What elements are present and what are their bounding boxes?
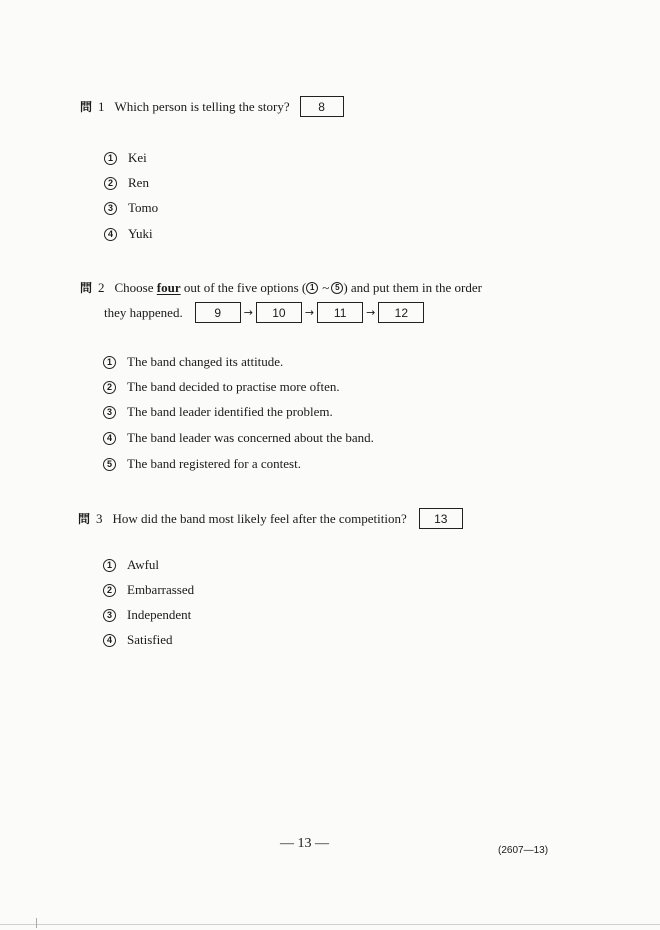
answer-sequence xyxy=(195,302,425,323)
answer-box-10[interactable]: 10 xyxy=(256,302,302,323)
range-start-circle: 1 xyxy=(306,282,318,294)
option-text: The band leader identified the problem. xyxy=(127,404,333,419)
option-number-circle: 1 xyxy=(103,356,116,369)
question-text-b: out of the five options ( xyxy=(183,279,307,295)
option-number-circle: 1 xyxy=(104,152,117,165)
option-text: Tomo xyxy=(128,200,159,215)
range-tilde: ~ xyxy=(322,279,330,295)
option-text: Yuki xyxy=(128,226,153,241)
arrow-icon: → xyxy=(304,306,315,319)
answer-box-12[interactable]: 12 xyxy=(378,302,424,323)
option-number-circle: 4 xyxy=(103,634,116,647)
question-mark: 問 xyxy=(80,281,93,295)
option-text: The band registered for a contest. xyxy=(127,456,301,471)
q2-option-5[interactable] xyxy=(103,456,301,472)
answer-box-8[interactable]: 8 xyxy=(300,96,344,117)
q2-option-2[interactable] xyxy=(103,379,340,395)
option-text: Satisfied xyxy=(127,632,173,647)
option-text: Ren xyxy=(128,175,149,190)
emphasis-four: four xyxy=(156,279,181,295)
option-text: Kei xyxy=(128,150,147,165)
exam-code: (2607—13) xyxy=(498,845,549,856)
arrow-icon: → xyxy=(243,306,253,319)
q3-option-4[interactable] xyxy=(103,632,173,648)
question-text: How did the band most likely feel after the competition? xyxy=(112,510,407,526)
question-1 xyxy=(80,96,344,117)
question-mark: 問 xyxy=(80,100,93,114)
question-text-line2: they happened. xyxy=(104,304,183,320)
option-number-circle: 3 xyxy=(103,609,116,622)
question-number: 3 xyxy=(96,510,103,526)
option-text: Awful xyxy=(127,557,160,572)
q3-option-1[interactable] xyxy=(103,557,159,573)
option-number-circle: 1 xyxy=(103,559,116,572)
q1-option-2[interactable] xyxy=(104,175,149,191)
question-3 xyxy=(78,508,463,529)
option-number-circle: 3 xyxy=(104,202,117,215)
option-number-circle: 4 xyxy=(104,228,117,241)
question-2-line2 xyxy=(104,302,424,323)
q2-option-1[interactable] xyxy=(103,354,283,370)
q3-option-2[interactable] xyxy=(103,582,194,598)
question-number: 2 xyxy=(98,279,105,295)
question-text: Which person is telling the story? xyxy=(114,98,290,114)
q1-option-3[interactable] xyxy=(104,200,158,216)
option-number-circle: 2 xyxy=(104,177,117,190)
q2-option-4[interactable] xyxy=(103,430,374,446)
q3-option-3[interactable] xyxy=(103,607,191,623)
answer-box-9[interactable]: 9 xyxy=(195,302,241,323)
option-text: The band changed its attitude. xyxy=(127,354,284,369)
q2-option-3[interactable] xyxy=(103,404,333,420)
page-number: — 13 — xyxy=(280,836,329,851)
question-text-a: Choose xyxy=(114,279,154,295)
q1-option-4[interactable] xyxy=(104,226,153,242)
option-number-circle: 3 xyxy=(103,406,116,419)
option-text: The band leader was concerned about the band. xyxy=(127,430,374,445)
option-number-circle: 4 xyxy=(103,432,116,445)
option-text: Embarrassed xyxy=(127,582,195,597)
question-mark: 問 xyxy=(78,512,91,526)
range-end-circle: 5 xyxy=(331,282,343,294)
answer-box-13[interactable]: 13 xyxy=(419,508,463,529)
option-number-circle: 5 xyxy=(103,458,116,471)
question-number: 1 xyxy=(98,98,105,114)
bottom-rule xyxy=(0,924,660,925)
question-text-c: ) and put them in the order xyxy=(343,279,482,295)
q1-option-1[interactable] xyxy=(104,150,147,166)
option-number-circle: 2 xyxy=(103,381,116,394)
question-2 xyxy=(80,279,560,296)
option-text: The band decided to practise more often. xyxy=(127,379,340,394)
arrow-icon: → xyxy=(366,306,376,319)
registration-tick xyxy=(36,918,37,928)
option-number-circle: 2 xyxy=(103,584,116,597)
option-text: Independent xyxy=(127,607,192,622)
answer-box-11[interactable]: 11 xyxy=(317,302,363,323)
